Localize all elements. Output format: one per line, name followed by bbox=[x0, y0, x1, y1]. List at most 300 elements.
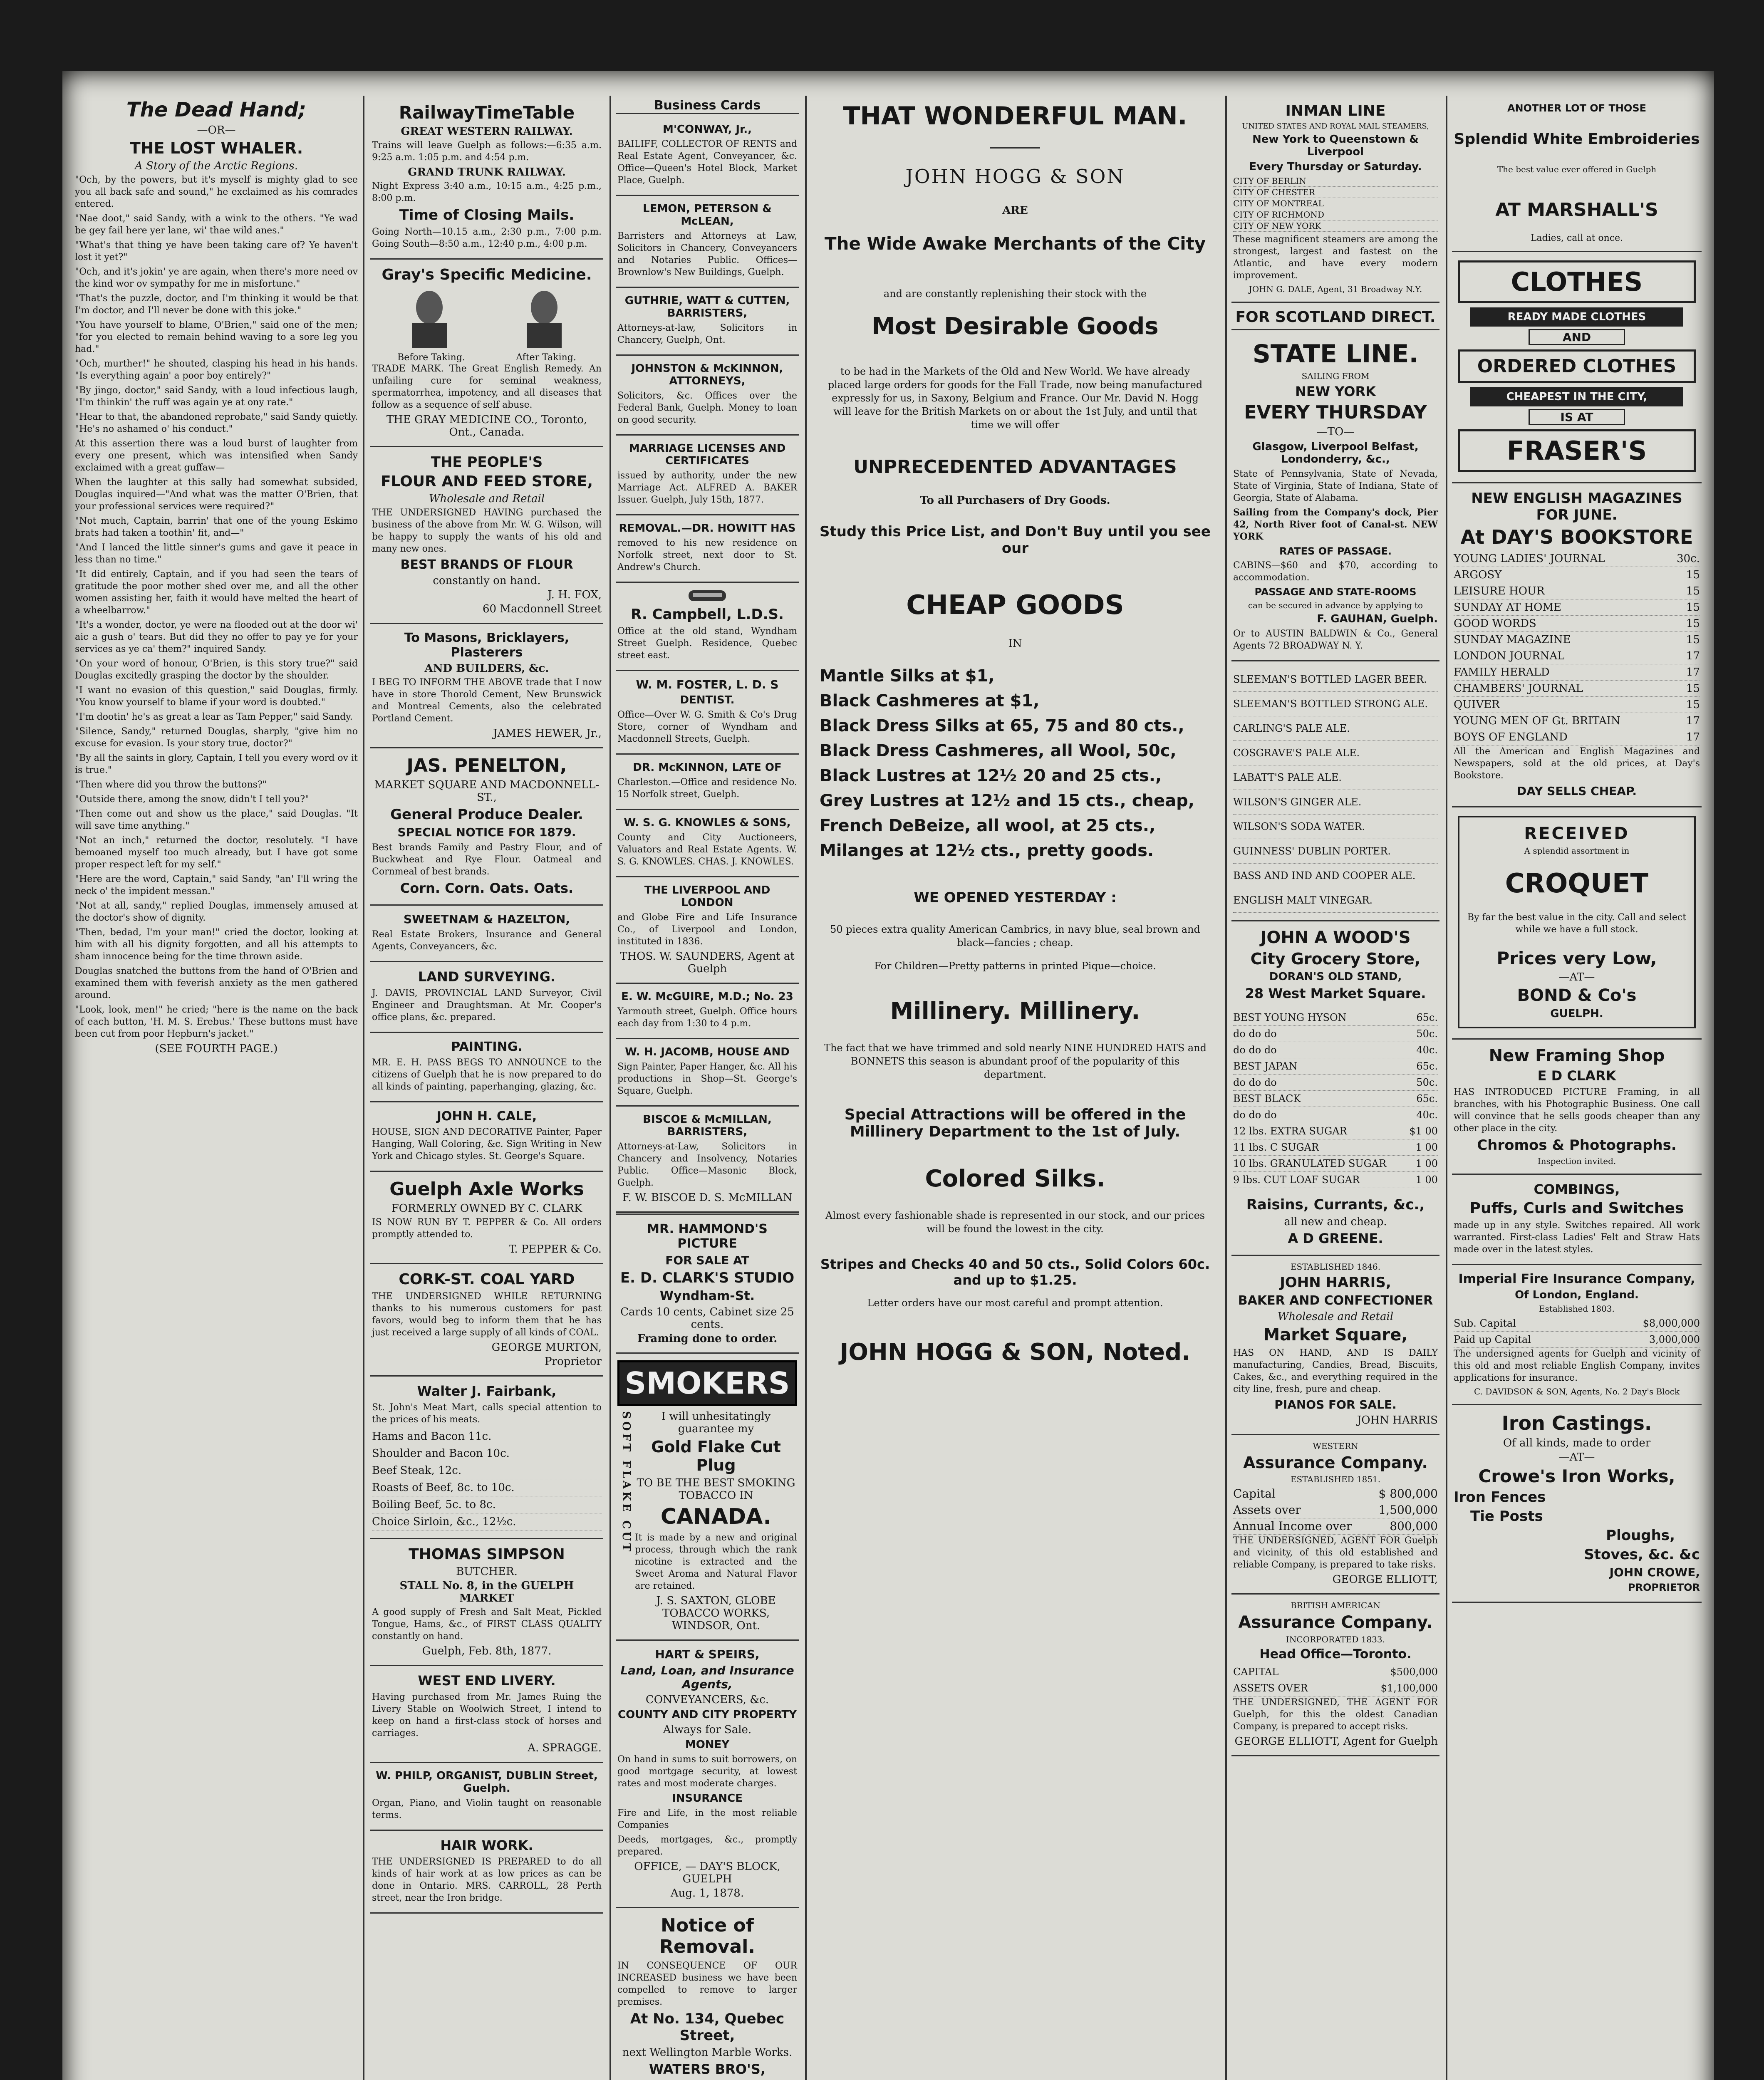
business-card-title: REMOVAL.—DR. HOWITT HAS bbox=[619, 522, 796, 535]
cale-text: HOUSE, SIGN AND DECORATIVE Painter, Paper Hanging, Wall Coloring, &c. Sign Writing in New York and Chicago styles. St. George's Square. bbox=[372, 1127, 602, 1161]
fairbank-title: Walter J. Fairbank, bbox=[417, 1383, 557, 1399]
coal-role: Proprietor bbox=[545, 1355, 602, 1368]
days-sells: DAY SELLS CHEAP. bbox=[1517, 784, 1637, 798]
imperial-row-label: Paid up Capital bbox=[1454, 1334, 1531, 1345]
smokers-side-text: SOFT FLAKE CUT bbox=[620, 1411, 632, 1554]
fairbank-text: St. John's Meat Mart, calls special attention to the prices of his meats. bbox=[372, 1402, 602, 1425]
hogg-price-item: Black Cashmeres at $1, bbox=[820, 691, 1040, 711]
penelton-role: General Produce Dealer. bbox=[390, 806, 583, 823]
magazine-row-label: BOYS OF ENGLAND bbox=[1454, 731, 1568, 743]
hart-prop: COUNTY AND CITY PROPERTY bbox=[618, 1709, 797, 1721]
tea-row-label: 9 lbs. CUT LOAF SUGAR bbox=[1233, 1174, 1360, 1186]
iron-prop: PROPRIETOR bbox=[1628, 1582, 1700, 1593]
penelton-title: JAS. PENELTON, bbox=[406, 755, 567, 776]
tea-row-label: BEST JAPAN bbox=[1233, 1060, 1298, 1072]
business-card-title: GUTHRIE, WATT & CUTTEN, BARRISTERS, bbox=[624, 295, 790, 319]
tea-row-label: BEST YOUNG HYSON bbox=[1233, 1012, 1347, 1023]
gt-railway-heading: GRAND TRUNK RAILWAY. bbox=[408, 166, 566, 178]
hammond-frame: Framing done to order. bbox=[637, 1332, 778, 1345]
grays-title: Gray's Specific Medicine. bbox=[382, 266, 592, 283]
hogg-price-item: Black Dress Silks at 65, 75 and 80 cts., bbox=[820, 716, 1184, 735]
croquet-bond: BOND & Co's bbox=[1517, 986, 1637, 1005]
tea-row-value: 50c. bbox=[1416, 1028, 1438, 1040]
meat-price-item: Hams and Bacon 11c. bbox=[372, 1428, 602, 1445]
harris-est: ESTABLISHED 1846. bbox=[1290, 1262, 1381, 1272]
story-continued: (SEE FOURTH PAGE.) bbox=[155, 1042, 278, 1055]
british-row-label: ASSETS OVER bbox=[1233, 1682, 1308, 1694]
story-subtitle: THE LOST WHALER. bbox=[129, 139, 303, 157]
story-paragraph: "Nae doot," said Sandy, with a wink to the others. "Ye wad be gey fail here yer lane, wi' thae wild anes." bbox=[75, 213, 358, 236]
business-card-text: BAILIFF, COLLECTOR OF RENTS and Real Estate Agent, Conveyancer, &c. Office—Queen's Hotel Block, Market Place, Guelph. bbox=[617, 139, 797, 186]
flour-text: THE UNDERSIGNED HAVING purchased the business of the above from Mr. W. G. Wilson, will be happy to supply the wants of his old and many new ones. bbox=[372, 508, 602, 554]
coal-yard-ad bbox=[370, 1264, 603, 1377]
harris-pianos: PIANOS FOR SALE. bbox=[1274, 1398, 1397, 1411]
framing-name: E D CLARK bbox=[1537, 1068, 1616, 1084]
inman-ship-item: CITY OF CHESTER bbox=[1233, 187, 1438, 198]
penelton-ad bbox=[370, 748, 603, 906]
imperial-est: Established 1803. bbox=[1539, 1304, 1615, 1314]
biscoe-ad bbox=[616, 1107, 799, 1213]
croquet-at: —AT— bbox=[1558, 971, 1595, 983]
column-rule bbox=[805, 96, 807, 2080]
hogg-replenish: and are constantly replenishing their stock with the bbox=[883, 288, 1147, 300]
iron-title: Iron Castings. bbox=[1501, 1412, 1652, 1434]
story-paragraph: "Not at all, sandy," replied Douglas, immensely amused at the doctor's show of dignity. bbox=[75, 901, 358, 923]
hart-money: MONEY bbox=[685, 1738, 730, 1751]
beer-item: WILSON'S SODA WATER. bbox=[1233, 815, 1438, 839]
tea-row-value: 40c. bbox=[1416, 1109, 1438, 1121]
business-card-title: M'CONWAY, Jr., bbox=[663, 123, 752, 136]
smokers-brand: Gold Flake Cut Plug bbox=[651, 1438, 781, 1474]
hogg-cambrics: 50 pieces extra quality American Cambrics, in navy blue, seal brown and black—fancies ; cheap. bbox=[830, 924, 1200, 948]
beer-item: SLEEMAN'S BOTTLED STRONG ALE. bbox=[1233, 692, 1438, 716]
hogg-title: THAT WONDERFUL MAN. bbox=[843, 102, 1187, 131]
fraser-ad bbox=[1452, 252, 1702, 483]
harris-sub: Wholesale and Retail bbox=[1277, 1310, 1394, 1323]
hogg-wide-awake: The Wide Awake Merchants of the City bbox=[824, 233, 1206, 254]
smokers-text: It is made by a new and original process, through which the rank nicotine is extracted and the Sweet Aroma and Natural Flavor are retained. bbox=[635, 1533, 797, 1591]
smokers-body bbox=[635, 1409, 797, 1634]
sweetnam-title: SWEETNAM & HAZELTON, bbox=[404, 912, 570, 926]
meat-price-item: Choice Sirloin, &c., 12½c. bbox=[372, 1513, 602, 1530]
state-ships: State of Pennsylvania, State of Nevada, State of Virginia, State of Indiana, State of Georgia, State of Alabama. bbox=[1233, 469, 1438, 503]
after-caption: After Taking. bbox=[516, 352, 576, 363]
column-3 bbox=[616, 96, 799, 2080]
magazine-row bbox=[1454, 599, 1700, 616]
western-row-label: Capital bbox=[1233, 1487, 1276, 1501]
john-harris-ad bbox=[1231, 1256, 1439, 1435]
magazine-row-label: YOUNG LADIES' JOURNAL bbox=[1454, 552, 1605, 565]
removal-notice-ad bbox=[616, 1908, 799, 2080]
story-paragraph: When the laughter at this sally had somewhat subsided, Douglas inquired—"And what was the matter O'Brien, that your professional services were required?" bbox=[75, 477, 358, 512]
simpson-text: A good supply of Fresh and Salt Meat, Pickled Tongue, Hams, &c., of FIRST CLASS QUALITY constantly on hand. bbox=[372, 1607, 602, 1642]
western-text: THE UNDERSIGNED, AGENT FOR Guelph and vicinity, of this old established and reliable Company, is prepared to take risks. bbox=[1233, 1535, 1438, 1570]
state-title: STATE LINE. bbox=[1252, 339, 1419, 369]
magazine-row bbox=[1454, 551, 1700, 567]
hart-sale: Always for Sale. bbox=[663, 1723, 752, 1736]
hogg-opened: WE OPENED YESTERDAY : bbox=[914, 889, 1117, 906]
magazine-row-value: 17 bbox=[1686, 650, 1700, 662]
hogg-price-item: Grey Lustres at 12½ and 15 cts., cheap, bbox=[820, 791, 1194, 810]
tea-row-value: 65c. bbox=[1416, 1012, 1438, 1023]
beer-item: ENGLISH MALT VINEGAR. bbox=[1233, 888, 1438, 913]
fraser-clothes: CLOTHES bbox=[1458, 260, 1696, 303]
magazine-row bbox=[1454, 632, 1700, 648]
iron-name: JOHN CROWE, bbox=[1609, 1565, 1700, 1579]
hogg-shades: Almost every fashionable shade is represented in our stock, and our prices will be found the lowest in the city. bbox=[825, 1210, 1205, 1235]
iron-works: Crowe's Iron Works, bbox=[1478, 1466, 1675, 1486]
liverpool-text: and Globe Fire and Life Insurance Co., of Liverpool and London, instituted in 1836. bbox=[617, 912, 797, 947]
tea-row-value: $1 00 bbox=[1409, 1125, 1438, 1137]
story-paragraph: "You have yourself to blame, O'Brien," said one of the men; "for you elected to remain behind waving to a sore leg you had." bbox=[75, 320, 358, 354]
painting-text: MR. E. H. PASS BEGS TO ANNOUNCE to the citizens of Guelph that he is now prepared to do all kinds of painting, paperhanging, glazing, &c. bbox=[372, 1057, 602, 1092]
grays-portraits bbox=[372, 287, 602, 349]
state-dest: Glasgow, Liverpool Belfast, Londonderry, &c., bbox=[1252, 441, 1419, 466]
magazine-row bbox=[1454, 681, 1700, 697]
business-card bbox=[616, 515, 799, 583]
sweetnam-ad bbox=[370, 906, 603, 962]
campbell-title: R. Campbell, L.D.S. bbox=[631, 606, 784, 623]
hammond-line-2: FOR SALE AT bbox=[665, 1253, 749, 1267]
story-paragraph: Douglas snatched the buttons from the hand of O'Brien and examined them with feverish anxiety as the men gathered around. bbox=[75, 966, 358, 1000]
story-paragraph: "Here are the word, Captain," said Sandy, "an' I'll wring the neck o' the impident messan." bbox=[75, 874, 358, 896]
tea-row-label: 11 lbs. C SUGAR bbox=[1233, 1142, 1319, 1153]
foster-ad bbox=[616, 671, 799, 755]
imperial-title: Imperial Fire Insurance Company, bbox=[1458, 1272, 1695, 1286]
magazine-row-label: LEISURE HOUR bbox=[1454, 585, 1545, 597]
hogg-hats: The fact that we have trimmed and sold nearly NINE HUNDRED HATS and BONNETS this season is abundant proof of the popularity of this department. bbox=[823, 1042, 1207, 1080]
gw-railway-heading: GREAT WESTERN RAILWAY. bbox=[401, 125, 573, 138]
hogg-colored-silks: Colored Silks. bbox=[925, 1165, 1105, 1192]
marshall-embroideries: Splendid White Embroideries bbox=[1454, 131, 1700, 148]
state-passage: PASSAGE AND STATE-ROOMS bbox=[1254, 586, 1417, 598]
john-wood-ad bbox=[1231, 921, 1439, 1256]
knowles-title: W. S. G. KNOWLES & SONS, bbox=[624, 817, 791, 829]
tea-row-value: 1 00 bbox=[1415, 1158, 1438, 1169]
simpson-role: BUTCHER. bbox=[456, 1565, 518, 1578]
hart-deeds: Deeds, mortgages, &c., promptly prepared. bbox=[617, 1835, 797, 1857]
western-row bbox=[1233, 1502, 1438, 1518]
hogg-millinery: Millinery. Millinery. bbox=[890, 998, 1140, 1025]
magazine-row bbox=[1454, 648, 1700, 664]
tea-row-value: 50c. bbox=[1416, 1077, 1438, 1088]
column-2 bbox=[370, 96, 603, 2080]
tea-row-value: 1 00 bbox=[1415, 1142, 1438, 1153]
hart-sub: Land, Loan, and Insurance Agents, bbox=[620, 1664, 794, 1691]
tea-row-label: do do do bbox=[1233, 1077, 1277, 1088]
penelton-text: Best brands Family and Pastry Flour, and of Buckwheat and Rye Flour. Oatmeal and Cornmeal of best brands. bbox=[372, 842, 602, 877]
wood-greene: A D GREENE. bbox=[1288, 1231, 1383, 1246]
hair-title: HAIR WORK. bbox=[440, 1837, 533, 1853]
column-6 bbox=[1452, 96, 1702, 2080]
inman-ship-item: CITY OF RICHMOND bbox=[1233, 209, 1438, 220]
column-rule bbox=[609, 96, 611, 2080]
fraser-ordered: ORDERED CLOTHES bbox=[1458, 349, 1696, 383]
state-to: —TO— bbox=[1316, 426, 1355, 438]
inman-ship-item: CITY OF BERLIN bbox=[1233, 176, 1438, 187]
western-sign: GEORGE ELLIOTT, bbox=[1332, 1573, 1438, 1586]
wood-raisins: Raisins, Currants, &c., bbox=[1246, 1196, 1425, 1213]
croquet-box bbox=[1458, 816, 1696, 1028]
tea-row bbox=[1233, 1107, 1438, 1123]
livery-title: WEST END LIVERY. bbox=[418, 1673, 556, 1689]
railway-title: RailwayTimeTable bbox=[399, 102, 575, 123]
western-row-value: 800,000 bbox=[1390, 1519, 1438, 1533]
hart-office: OFFICE, — DAY'S BLOCK, GUELPH bbox=[634, 1860, 780, 1885]
philp-title: W. PHILP, ORGANIST, DUBLIN Street, Guelph. bbox=[376, 1770, 598, 1795]
imperial-capital-table bbox=[1454, 1315, 1700, 1348]
story-paragraph: "It's a wonder, doctor, ye were na flooded out at the door wi' aic a gush o' tears. But did they no offer to pay ye for your services as ye ca' them?" inquired Sandy. bbox=[75, 620, 358, 654]
hogg-special: Special Attractions will be offered in the Millinery Department to the 1st of July. bbox=[844, 1106, 1186, 1140]
inman-ship-item: CITY OF NEW YORK bbox=[1233, 220, 1438, 232]
imperial-row bbox=[1454, 1315, 1700, 1332]
tea-row-label: do do do bbox=[1233, 1044, 1277, 1056]
iron-works-ad bbox=[1452, 1405, 1702, 1603]
tea-row-label: do do do bbox=[1233, 1028, 1277, 1040]
harris-role: BAKER AND CONFECTIONER bbox=[1238, 1293, 1433, 1308]
meat-price-item: Shoulder and Bacon 10c. bbox=[372, 1445, 602, 1462]
grays-maker: THE GRAY MEDICINE CO., Toronto, Ont., Canada. bbox=[386, 414, 587, 438]
hogg-price-item: Milanges at 12½ cts., pretty goods. bbox=[820, 841, 1154, 860]
painting-ad bbox=[370, 1033, 603, 1102]
magazine-row bbox=[1454, 616, 1700, 632]
beer-list bbox=[1233, 667, 1438, 913]
inman-text: These magnificent steamers are among the strongest, largest and fastest on the Atlantic, and have every modern improvement. bbox=[1233, 234, 1438, 281]
mckinnon-text: Charleston.—Office and residence No. 15 Norfolk street, Guelph. bbox=[617, 777, 797, 800]
magazine-row bbox=[1454, 583, 1700, 599]
british-row-value: $1,100,000 bbox=[1380, 1682, 1438, 1694]
marshall-ad bbox=[1452, 96, 1702, 252]
railway-timetable bbox=[370, 96, 603, 260]
flour-addr: 60 Macdonnell Street bbox=[482, 603, 602, 615]
hogg-price-item: Black Lustres at 12½ 20 and 25 cts., bbox=[820, 766, 1162, 785]
imperial-row-label: Sub. Capital bbox=[1454, 1317, 1516, 1329]
hogg-markets: to be had in the Markets of the Old and New World. We have already placed large orders for goods for the Fall Trade, now being manufactured expressly for us, in Saxony, Belgium and France. Our Mr. David N. Hogg will leave for the British Markets on or about the 1st July, and until that time we will offer bbox=[827, 366, 1203, 431]
iron-ploughs: Ploughs, bbox=[1606, 1527, 1675, 1544]
meat-price-item: Beef Steak, 12c. bbox=[372, 1462, 602, 1479]
story-paragraph: "I'm dootin' he's as great a lear as Tam Pepper," said Sandy. bbox=[75, 712, 353, 722]
framing-title: New Framing Shop bbox=[1489, 1046, 1665, 1065]
scotland-direct: FOR SCOTLAND DIRECT. bbox=[1231, 305, 1439, 330]
penelton-corn: Corn. Corn. Oats. Oats. bbox=[400, 880, 574, 896]
state-sailing: SAILING FROM bbox=[1301, 371, 1370, 381]
magazine-row-label: CHAMBERS' JOURNAL bbox=[1454, 682, 1583, 695]
story-paragraph: "Hear to that, the abandoned reprobate," said Sandy quietly. "He's no ashamed o' his conduct." bbox=[75, 412, 358, 434]
western-label: WESTERN bbox=[1313, 1441, 1358, 1451]
western-row bbox=[1233, 1486, 1438, 1502]
smokers-title: SMOKERS bbox=[617, 1360, 797, 1406]
western-est: ESTABLISHED 1851. bbox=[1290, 1474, 1381, 1484]
magazine-row-value: 15 bbox=[1686, 698, 1700, 711]
dental-plate-icon bbox=[686, 587, 728, 604]
magazine-row bbox=[1454, 567, 1700, 583]
framing-chromos: Chromos & Photographs. bbox=[1477, 1137, 1677, 1154]
masons-name: JAMES HEWER, Jr., bbox=[493, 727, 602, 740]
column-5 bbox=[1231, 96, 1439, 2080]
mails-title: Time of Closing Mails. bbox=[399, 207, 575, 223]
hogg-goods: Most Desirable Goods bbox=[872, 313, 1159, 340]
western-row bbox=[1233, 1518, 1438, 1535]
iron-fences: Iron Fences bbox=[1454, 1489, 1546, 1506]
magazine-row-label: SUNDAY MAGAZINE bbox=[1454, 634, 1571, 646]
western-row-label: Assets over bbox=[1233, 1503, 1301, 1517]
axle-works-ad bbox=[370, 1172, 603, 1264]
harris-text: HAS ON HAND, AND IS DAILY manufacturing, Candies, Bread, Biscuits, Cakes, &c., and everything required in the city line, fresh, pure and cheap. bbox=[1233, 1348, 1438, 1394]
magazine-row-value: 17 bbox=[1686, 715, 1700, 727]
wood-store: City Grocery Store, bbox=[1250, 950, 1421, 968]
wood-addr: 28 West Market Square. bbox=[1245, 986, 1426, 1001]
inman-ship-item: CITY OF MONTREAL bbox=[1233, 198, 1438, 209]
beer-item: BASS AND IND AND COOPER ALE. bbox=[1233, 864, 1438, 888]
story-paragraph: "Not much, Captain, barrin' that one of the young Eskimo brats had taken a toothin' fit, and—" bbox=[75, 516, 358, 538]
western-row-value: $ 800,000 bbox=[1378, 1487, 1438, 1501]
land-title: LAND SURVEYING. bbox=[418, 969, 556, 985]
combings-sub: Puffs, Curls and Switches bbox=[1469, 1200, 1684, 1217]
land-surveying-ad bbox=[370, 962, 603, 1033]
flour-name: J. H. FOX, bbox=[548, 589, 602, 601]
removal-name: WATERS BRO'S, bbox=[649, 2061, 766, 2077]
story-column bbox=[75, 96, 358, 2080]
mckinnon-ad bbox=[616, 755, 799, 810]
hammond-line-1: MR. HAMMOND'S PICTURE bbox=[647, 1222, 768, 1251]
tea-row-label: do do do bbox=[1233, 1109, 1277, 1121]
british-row-label: CAPITAL bbox=[1233, 1666, 1279, 1678]
magazine-row-value: 15 bbox=[1686, 617, 1700, 630]
iron-tie: Tie Posts bbox=[1470, 1508, 1543, 1525]
hair-work-ad bbox=[370, 1831, 603, 1914]
magazine-row bbox=[1454, 729, 1700, 745]
simpson-date: Guelph, Feb. 8th, 1877. bbox=[422, 1645, 552, 1657]
foster-sub: DENTIST. bbox=[680, 694, 735, 706]
fairbank-ad bbox=[370, 1377, 603, 1539]
story-paragraph: "What's that thing ye have been taking care of? Ye haven't lost it yet?" bbox=[75, 240, 358, 262]
campbell-text: Office at the old stand, Wyndham Street Guelph. Residence, Quebec street east. bbox=[617, 626, 797, 661]
meat-price-item: Boiling Beef, 5c. to 8c. bbox=[372, 1496, 602, 1513]
before-caption: Before Taking. bbox=[397, 352, 465, 363]
magazine-row-label: FAMILY HERALD bbox=[1454, 666, 1550, 678]
magazine-row-label: YOUNG MEN OF Gt. BRITAIN bbox=[1454, 715, 1620, 727]
magazine-row-label: GOOD WORDS bbox=[1454, 617, 1536, 630]
combings-title: COMBINGS, bbox=[1534, 1181, 1620, 1197]
beer-list-ad bbox=[1231, 661, 1439, 921]
hogg-price-item: French DeBeize, all wool, at 25 cts., bbox=[820, 816, 1156, 835]
beer-item: COSGRAVE'S PALE ALE. bbox=[1233, 741, 1438, 765]
hart-date: Aug. 1, 1878. bbox=[670, 1887, 744, 1899]
axle-name: T. PEPPER & Co. bbox=[508, 1243, 602, 1255]
business-card bbox=[616, 436, 799, 515]
story-paragraph: "That's the puzzle, doctor, and I'm thinking it would be that I'm doctor, and I'll never be done with this joke." bbox=[75, 293, 358, 316]
tea-row bbox=[1233, 1026, 1438, 1042]
story-paragraph: "Then, bedad, I'm your man!" cried the doctor, looking at him with all his dignity forgotten, and all his attempts to sham innocence being for the time thrown aside. bbox=[75, 927, 358, 962]
business-card-text: Barristers and Attorneys at Law, Solicitors in Chancery, Conveyancers and Notaries Public. Offices—Brownlow's New Buildings, Guelph. bbox=[617, 231, 797, 277]
inman-title: INMAN LINE bbox=[1285, 102, 1386, 119]
fraser-name: FRASER'S bbox=[1458, 429, 1696, 472]
magazine-row-label: QUIVER bbox=[1454, 698, 1500, 711]
jacomb-text: Sign Painter, Paper Hanger, &c. All his productions in Shop—St. George's Square, Guelph. bbox=[617, 1062, 797, 1096]
tea-row bbox=[1233, 1123, 1438, 1139]
tea-row bbox=[1233, 1156, 1438, 1172]
inman-ship-list bbox=[1233, 176, 1438, 232]
imperial-text: The undersigned agents for Guelph and vicinity of this old and most reliable English Company, invites applications for insurance. bbox=[1454, 1349, 1700, 1383]
story-tagline: A Story of the Arctic Regions. bbox=[134, 160, 298, 172]
simpson-title: THOMAS SIMPSON bbox=[409, 1546, 565, 1563]
smokers-body-wrap bbox=[617, 1409, 797, 1634]
western-title: Assurance Company. bbox=[1243, 1454, 1428, 1472]
magazine-row-value: 30c. bbox=[1677, 552, 1700, 565]
hogg-in: IN bbox=[1008, 637, 1022, 650]
removal-text: IN CONSEQUENCE OF OUR INCREASED business we have been compelled to remove to larger premises. bbox=[617, 1961, 797, 2007]
marshall-value: The best value ever offered in Guelph bbox=[1497, 164, 1657, 174]
hogg-study: Study this Price List, and Don't Buy until you see our bbox=[820, 523, 1211, 557]
inman-line-ad bbox=[1231, 96, 1439, 303]
british-american-ad bbox=[1231, 1595, 1439, 1756]
cale-title: JOHN H. CALE, bbox=[436, 1109, 537, 1124]
liverpool-title: THE LIVERPOOL AND LONDON bbox=[644, 884, 771, 909]
mcguire-ad bbox=[616, 984, 799, 1039]
inman-route: New York to Queenstown & Liverpool bbox=[1252, 133, 1419, 158]
state-every: EVERY THURSDAY bbox=[1244, 402, 1427, 423]
business-card bbox=[616, 356, 799, 436]
magazine-row bbox=[1454, 697, 1700, 713]
british-title: Assurance Company. bbox=[1238, 1613, 1433, 1632]
business-cards-header: Business Cards bbox=[616, 98, 799, 114]
hart-title: HART & SPEIRS, bbox=[655, 1647, 760, 1661]
column-rule bbox=[1446, 96, 1447, 2080]
jacomb-ad bbox=[616, 1039, 799, 1107]
hogg-purchasers: To all Purchasers of Dry Goods. bbox=[920, 494, 1110, 507]
croquet-sub: A splendid assortment in bbox=[1524, 846, 1630, 856]
liverpool-name: THOS. W. SAUNDERS, Agent at Guelph bbox=[620, 950, 795, 975]
philp-ad bbox=[370, 1763, 603, 1831]
tea-row bbox=[1233, 1042, 1438, 1058]
hair-text: THE UNDERSIGNED IS PREPARED to do all kinds of hair work at as low prices as can be done in Ontario. MRS. CARROLL, 28 Perth street, near the Iron bridge. bbox=[372, 1857, 602, 1903]
croquet-text: By far the best value in the city. Call and select while we have a full stock. bbox=[1467, 912, 1687, 935]
smokers-best: TO BE THE BEST SMOKING TOBACCO IN bbox=[637, 1477, 795, 1502]
fairbank-price-list bbox=[372, 1428, 602, 1530]
tea-row-value: 65c. bbox=[1416, 1093, 1438, 1104]
state-cabin: CABINS—$60 and $70, according to accommodation. bbox=[1233, 560, 1438, 583]
hart-speirs-ad bbox=[616, 1641, 799, 1908]
state-agent: F. GAUHAN, Guelph. bbox=[1317, 613, 1438, 625]
meat-price-item: Roasts of Beef, 8c. to 10c. bbox=[372, 1479, 602, 1496]
mcguire-text: Yarmouth street, Guelph. Office hours each day from 1:30 to 4 p.m. bbox=[617, 1006, 797, 1029]
smokers-ad bbox=[616, 1354, 799, 1641]
gt-railway-text: Night Express 3:40 a.m., 10:15 a.m., 4:25 p.m., 8:00 p.m. bbox=[372, 181, 602, 203]
hammond-line-4: Wyndham-St. bbox=[659, 1289, 755, 1303]
business-card-text: issued by authority, under the new Marriage Act. ALFRED A. BAKER Issuer. Guelph, July 15th, 1877. bbox=[617, 470, 797, 505]
state-ny: NEW YORK bbox=[1295, 384, 1376, 399]
hogg-price-item: Black Dress Cashmeres, all Wool, 50c, bbox=[820, 741, 1177, 760]
framing-text: HAS INTRODUCED PICTURE Framing, in all branches, with his Photographic Business. One call will convince that he sells goods cheaper than any other place in the city. bbox=[1454, 1087, 1700, 1134]
story-title: The Dead Hand; bbox=[126, 98, 307, 121]
british-row-value: $500,000 bbox=[1390, 1666, 1438, 1678]
hogg-price-item: Mantle Silks at $1, bbox=[820, 666, 995, 686]
removal-next: next Wellington Marble Works. bbox=[622, 2046, 793, 2059]
beer-item: CARLING'S PALE ALE. bbox=[1233, 716, 1438, 741]
western-assurance-ad bbox=[1231, 1435, 1439, 1595]
business-cards-list bbox=[616, 116, 799, 583]
story-paragraph: "Look, look, men!" he cried; "here is the name on the back of each button, 'H. M. S. Erebus.' These buttons must have been cut from poor Hepburn's jacket." bbox=[75, 1005, 358, 1039]
land-text: J. DAVIS, PROVINCIAL LAND Surveyor, Civil Engineer and Draughtsman. At Mr. Cooper's office plans, &c. prepared. bbox=[372, 988, 602, 1023]
business-card bbox=[616, 116, 799, 196]
wood-stand: DORAN'S OLD STAND, bbox=[1269, 971, 1402, 983]
imperial-row-value: 3,000,000 bbox=[1649, 1334, 1700, 1345]
story-paragraph: "Och, by the powers, but it's myself is mighty glad to see you all back safe and sound," he exclaimed as his comrades entered. bbox=[75, 175, 358, 209]
fraser-and: AND bbox=[1529, 329, 1625, 345]
magazine-row-value: 15 bbox=[1686, 585, 1700, 597]
biscoe-text: Attorneys-at-Law, Solicitors in Chancery and Insolvency, Notaries Public. Office—Masonic Block, Guelph. bbox=[617, 1142, 797, 1188]
hogg-noted: JOHN HOGG & SON, Noted. bbox=[840, 1339, 1191, 1366]
